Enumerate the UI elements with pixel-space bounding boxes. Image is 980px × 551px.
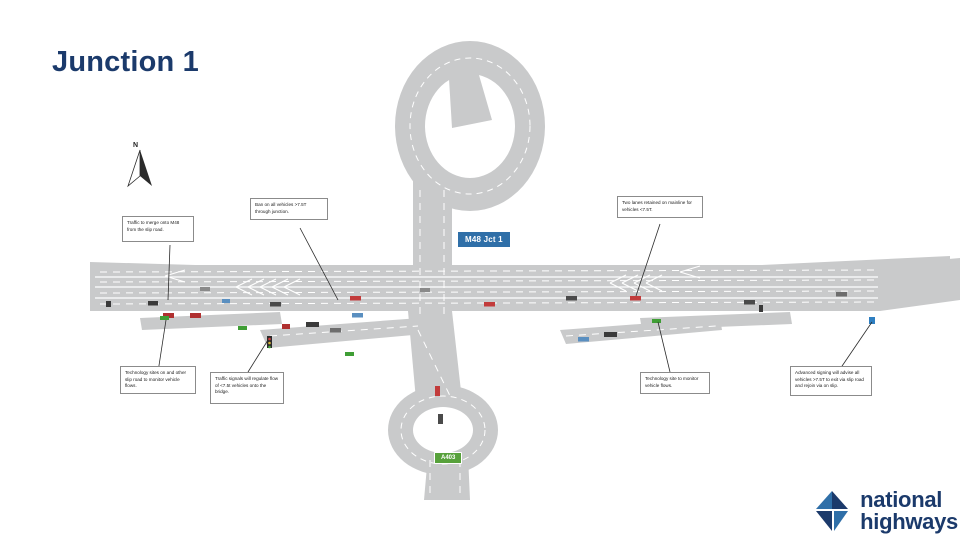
callout-traffic-signals: Traffic signals will regulate flow of <7.5t vehicles onto the bridge. (210, 372, 284, 404)
callout-advanced-signing: Advanced signing will advise all vehicles >7.5T to exit via slip road and rejoin via on slip. (790, 366, 872, 396)
national-highways-chevron-icon (812, 489, 852, 533)
callout-technology-site-monitor: Technology site to monitor vehicle flows. (640, 372, 710, 394)
compass-north-label: N (133, 142, 139, 149)
logo-line1: national (860, 487, 943, 512)
callout-two-lanes-retained: Two lanes retained on mainline for vehicles <7.5T. (617, 196, 703, 218)
logo-line2: highways (860, 509, 958, 534)
national-highways-logo (812, 489, 958, 533)
callout-technology-sites-slip: Technology sites on and other slip road to monitor vehicle flows. (120, 366, 196, 394)
junction-label-m48: M48 Jct 1 (457, 231, 511, 248)
callout-ban-over-7-5t: Ban on all vehicles >7.5T through junction. (250, 198, 328, 220)
road-label-a403: A403 (434, 452, 462, 464)
page-title: Junction 1 (52, 46, 200, 78)
compass-needle-icon (128, 150, 152, 186)
callout-merge-onto-m48: Traffic to merge onto M48 from the slip road. (122, 216, 194, 242)
